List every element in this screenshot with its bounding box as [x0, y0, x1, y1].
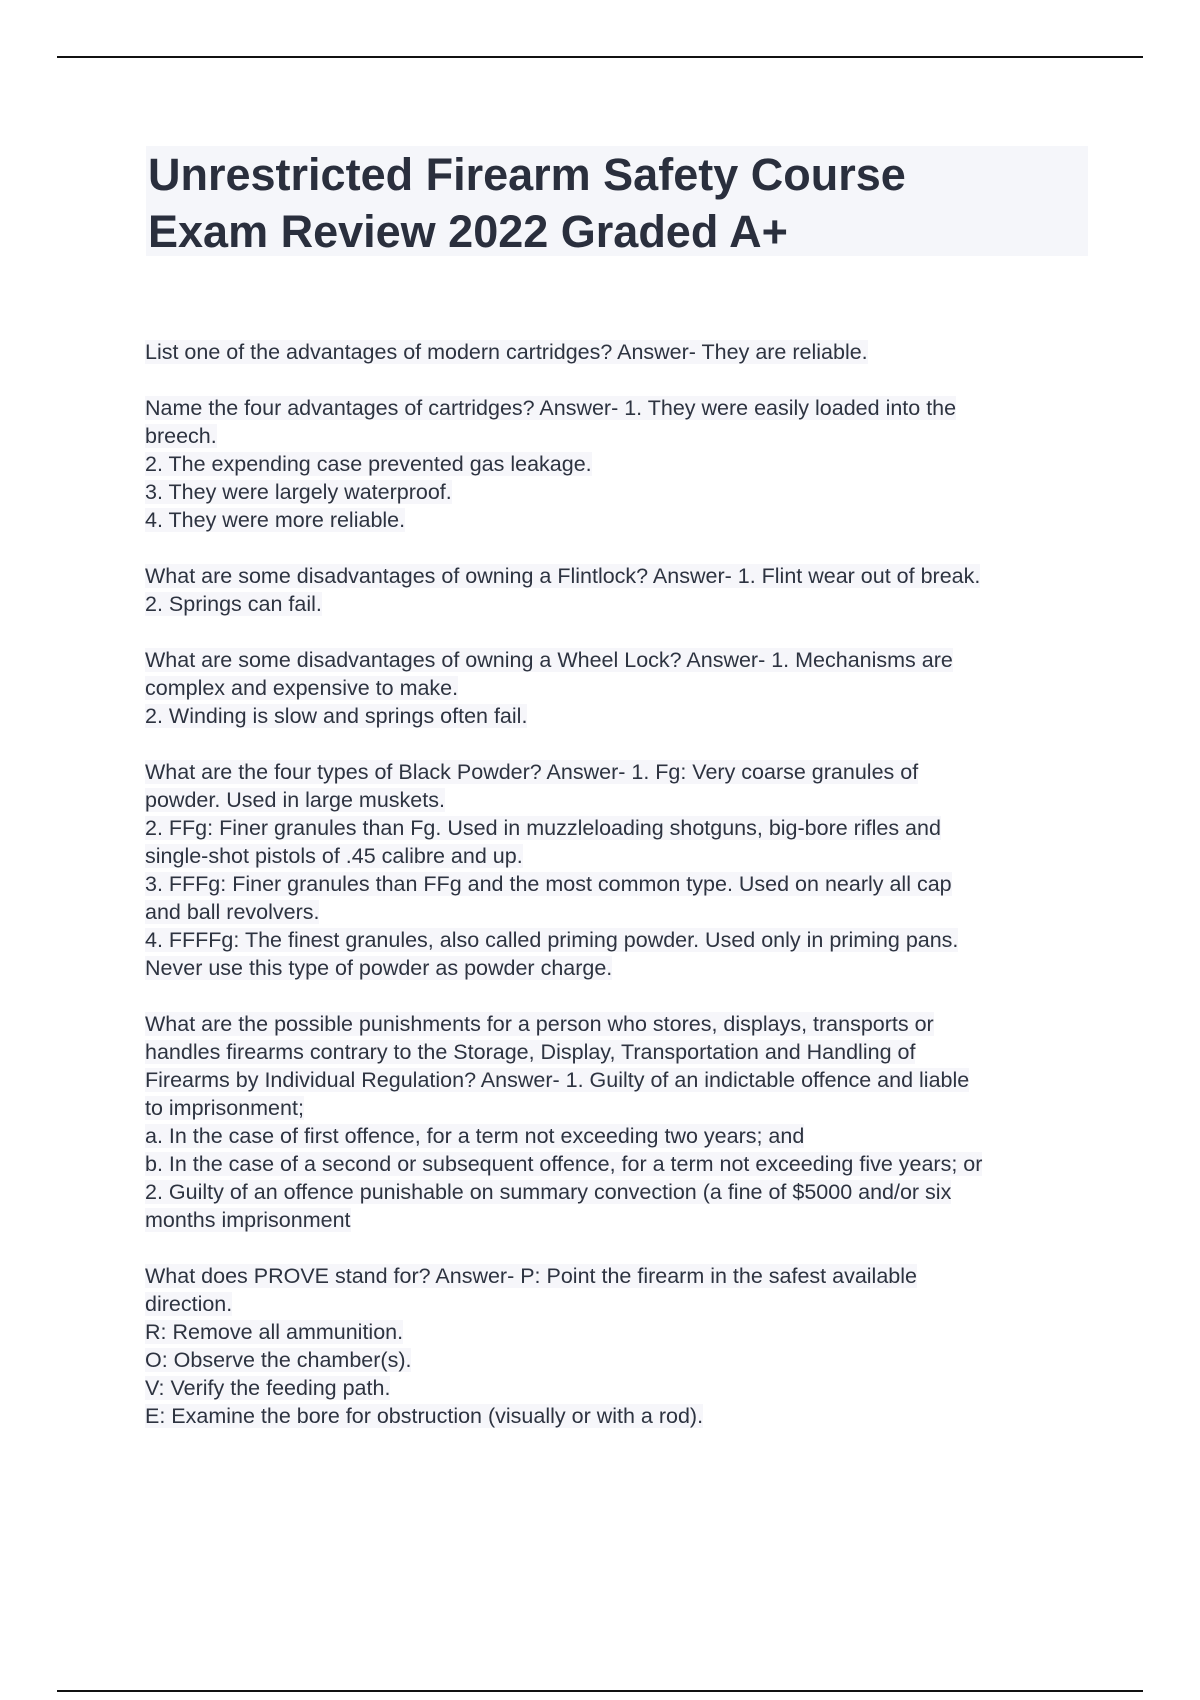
- qa-item: [145, 758, 1095, 982]
- text-line: 2. Guilty of an offence punishable on summary convection (a fine of $5000 and/or six: [145, 1180, 952, 1204]
- document-body: [145, 338, 1095, 1458]
- qa-item: [145, 1262, 1095, 1430]
- text-line: 4. FFFFg: The finest granules, also called priming powder. Used only in priming pans.: [145, 928, 959, 952]
- document-title: [146, 146, 1088, 260]
- text-line: What does PROVE stand for? Answer- P: Point the firearm in the safest available: [145, 1264, 917, 1288]
- text-line: O: Observe the chamber(s).: [145, 1348, 412, 1372]
- title-block: [146, 146, 1088, 256]
- qa-item: [145, 562, 1095, 618]
- text-line: 3. They were largely waterproof.: [145, 480, 452, 504]
- text-line: Name the four advantages of cartridges? Answer- 1. They were easily loaded into the: [145, 396, 957, 420]
- text-line: complex and expensive to make.: [145, 676, 459, 700]
- text-line: 3. FFFg: Finer granules than FFg and the most common type. Used on nearly all cap: [145, 872, 952, 896]
- text-line: What are some disadvantages of owning a Wheel Lock? Answer- 1. Mechanisms are: [145, 648, 953, 672]
- text-line: 2. FFg: Finer granules than Fg. Used in muzzleloading shotguns, big-bore rifles and: [145, 816, 941, 840]
- text-line: R: Remove all ammunition.: [145, 1320, 404, 1344]
- text-line: 2. Springs can fail.: [145, 592, 322, 616]
- text-line: V: Verify the feeding path.: [145, 1376, 391, 1400]
- qa-item: [145, 338, 1095, 366]
- text-line: What are some disadvantages of owning a Flintlock? Answer- 1. Flint wear out of break.: [145, 564, 981, 588]
- text-line: a. In the case of first offence, for a term not exceeding two years; and: [145, 1124, 805, 1148]
- text-line: b. In the case of a second or subsequent offence, for a term not exceeding five years; or: [145, 1152, 983, 1176]
- text-line: direction.: [145, 1292, 233, 1316]
- title-line: Unrestricted Firearm Safety Course: [148, 149, 906, 200]
- text-line: Firearms by Individual Regulation? Answer- 1. Guilty of an indictable offence and liable: [145, 1068, 970, 1092]
- qa-item: [145, 394, 1095, 534]
- text-line: handles firearms contrary to the Storage, Display, Transportation and Handling of: [145, 1040, 916, 1064]
- text-line: 2. Winding is slow and springs often fail.: [145, 704, 528, 728]
- text-line: single-shot pistols of .45 calibre and up.: [145, 844, 523, 868]
- title-line: Exam Review 2022 Graded A+: [148, 206, 788, 257]
- text-line: What are the four types of Black Powder? Answer- 1. Fg: Very coarse granules of: [145, 760, 919, 784]
- text-line: E: Examine the bore for obstruction (visually or with a rod).: [145, 1404, 704, 1428]
- qa-item: [145, 646, 1095, 730]
- text-line: to imprisonment;: [145, 1096, 304, 1120]
- text-line: breech.: [145, 424, 217, 448]
- bottom-rule: [57, 1690, 1143, 1692]
- text-line: powder. Used in large muskets.: [145, 788, 445, 812]
- text-line: List one of the advantages of modern cartridges? Answer- They are reliable.: [145, 340, 868, 364]
- text-line: 4. They were more reliable.: [145, 508, 406, 532]
- text-line: What are the possible punishments for a person who stores, displays, transports or: [145, 1012, 934, 1036]
- text-line: 2. The expending case prevented gas leakage.: [145, 452, 592, 476]
- top-rule: [57, 56, 1143, 58]
- text-line: Never use this type of powder as powder charge.: [145, 956, 613, 980]
- text-line: months imprisonment: [145, 1208, 351, 1232]
- text-line: and ball revolvers.: [145, 900, 320, 924]
- qa-item: [145, 1010, 1095, 1234]
